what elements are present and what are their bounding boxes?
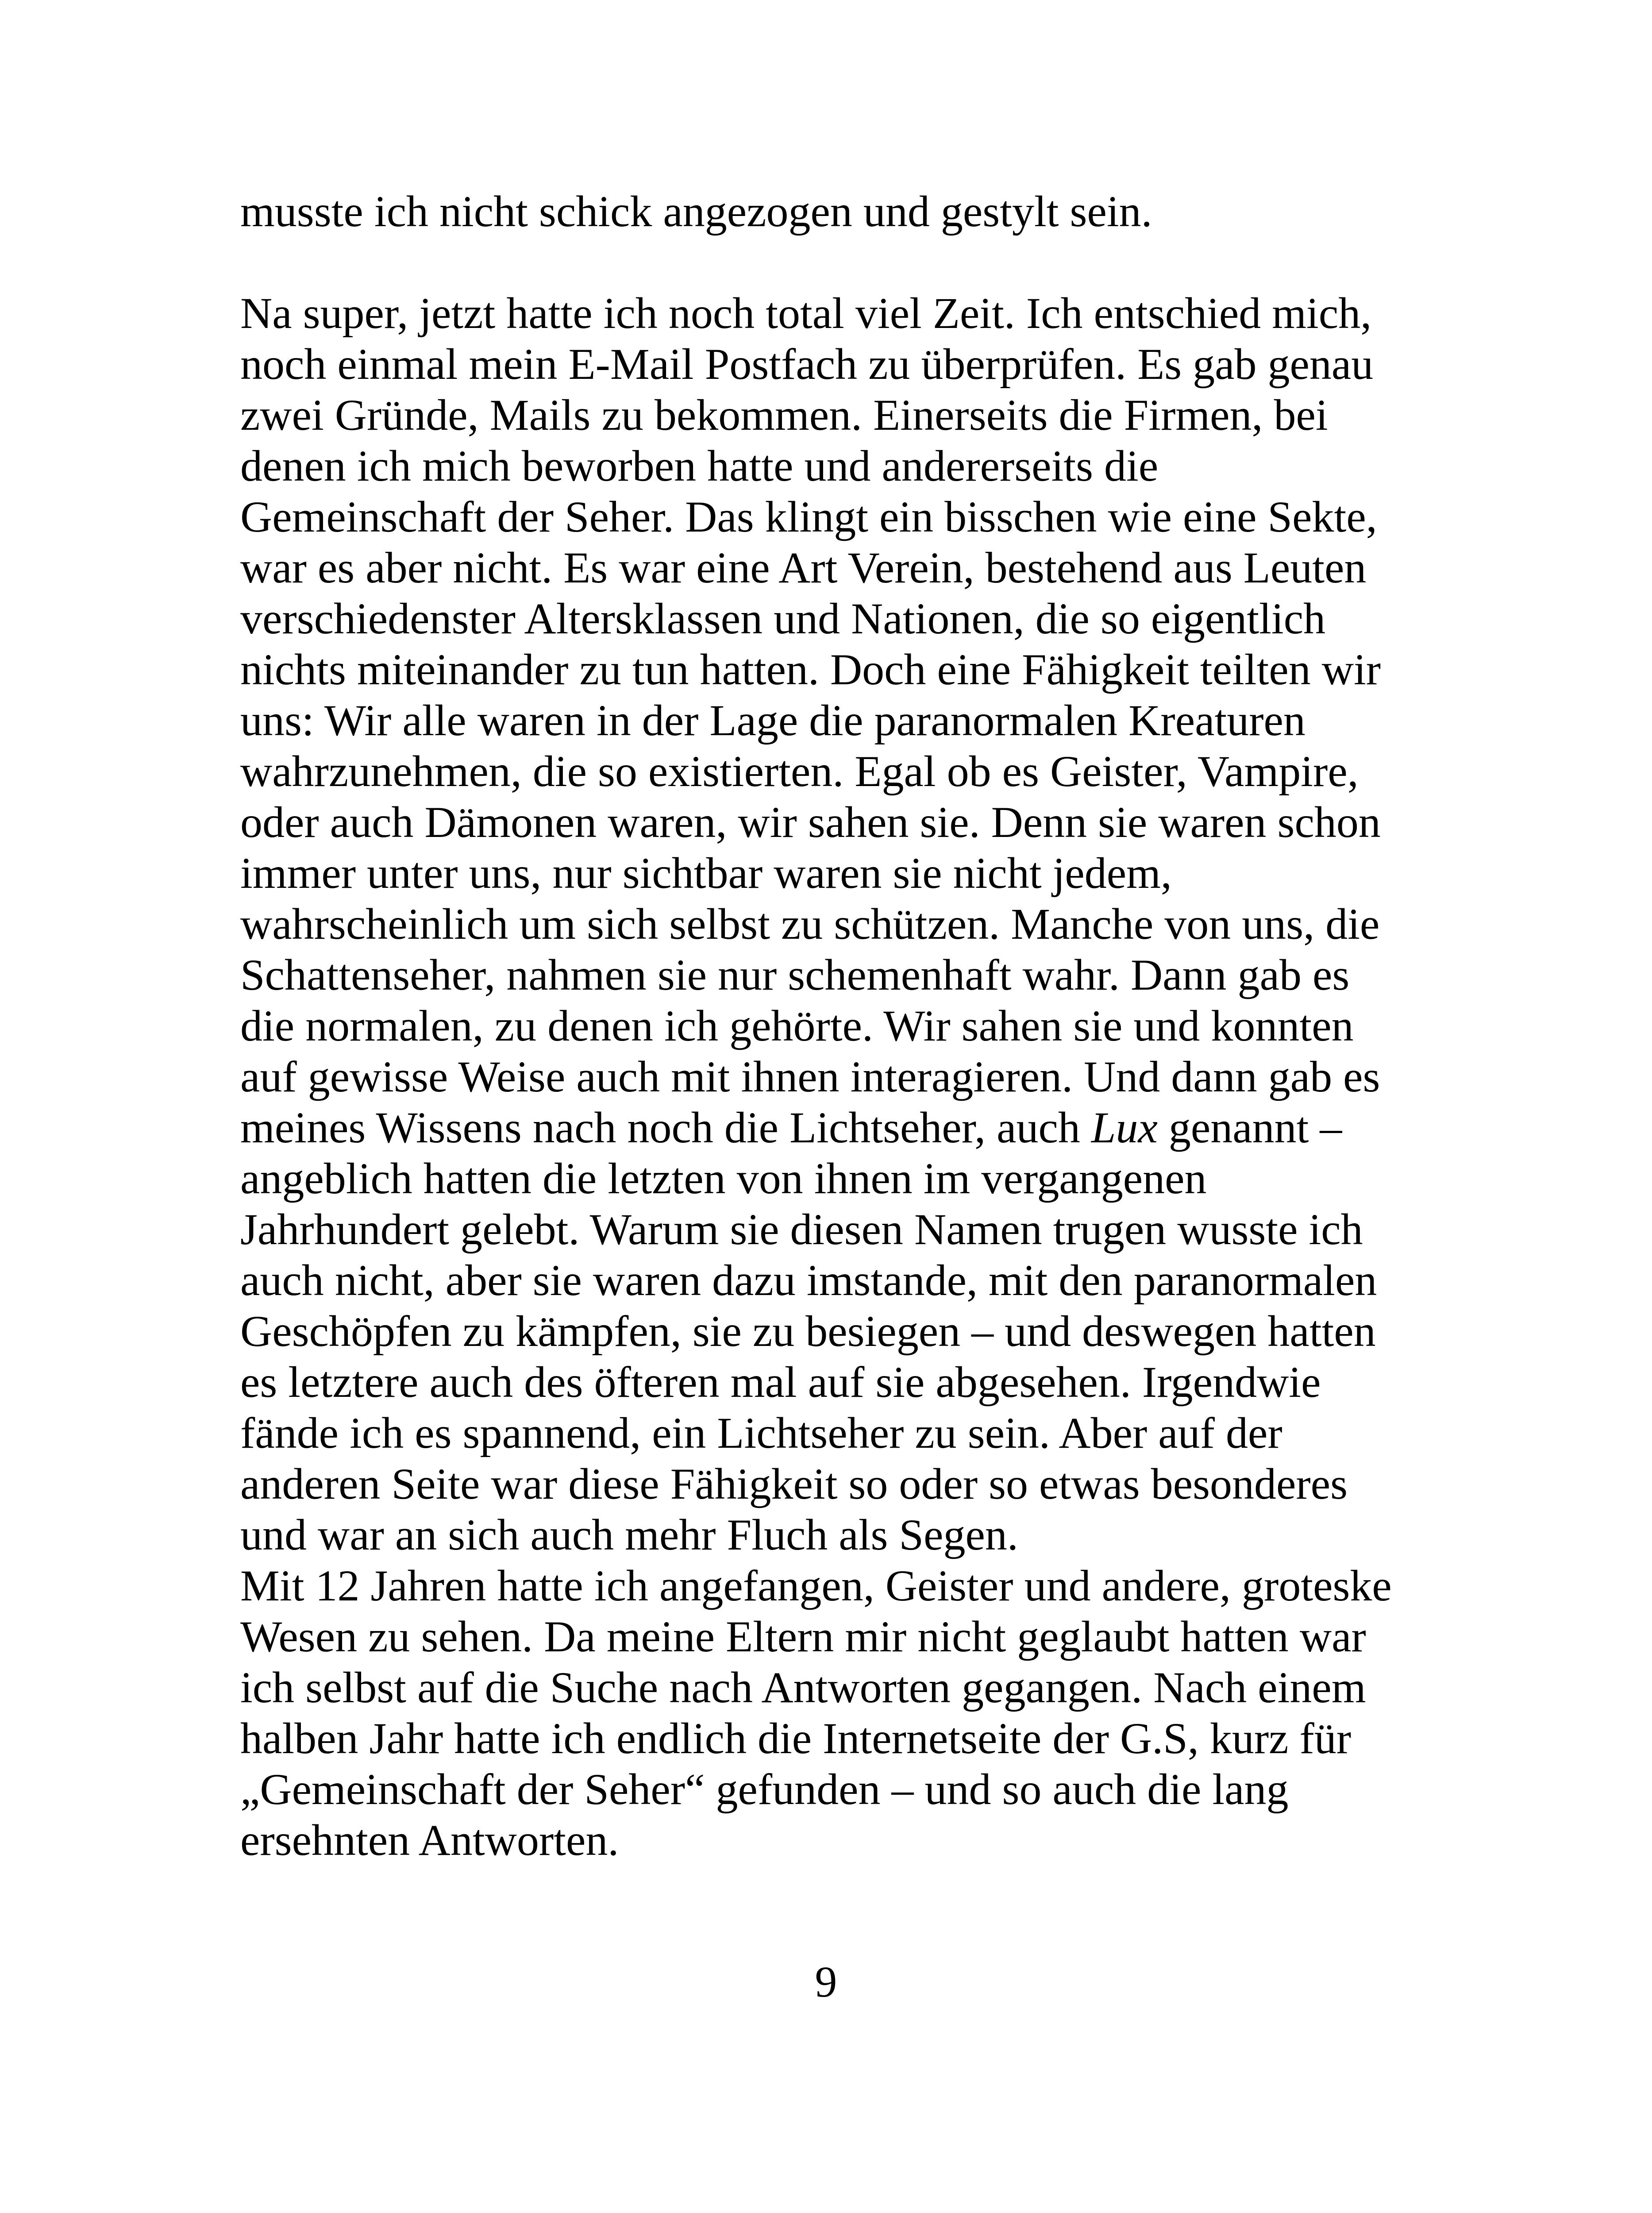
text-line: immer unter uns, nur sichtbar waren sie nicht jedem, [240,848,1172,898]
text-line: wahrzunehmen, die so existierten. Egal ob es Geister, Vampire, [240,747,1359,796]
text-line: noch einmal mein E-Mail Postfach zu überprüfen. Es gab genau [240,339,1374,389]
text-line: anderen Seite war diese Fähigkeit so oder so etwas besonderes [240,1459,1348,1508]
body-text [240,186,1435,1866]
text-line: Mit 12 Jahren hatte ich angefangen, Geister und andere, groteske [240,1561,1392,1610]
text-line: auf gewisse Weise auch mit ihnen interagieren. Und dann gab es [240,1052,1380,1101]
page-number: 9 [815,1957,837,2006]
text-line: auch nicht, aber sie waren dazu imstande, mit den paranormalen [240,1256,1377,1305]
text-line: ich selbst auf die Suche nach Antworten gegangen. Nach einem [240,1663,1366,1712]
lux-line-before: meines Wissens nach noch die Lichtseher, auch [240,1103,1091,1152]
text-line: nichts miteinander zu tun hatten. Doch eine Fähigkeit teilten wir [240,645,1381,694]
text-line: ersehnten Antworten. [240,1816,619,1865]
text-line: verschiedenster Altersklassen und Nationen, die so eigentlich [240,594,1326,643]
text-line: Gemeinschaft der Seher. Das klingt ein bisschen wie eine Sekte, [240,492,1377,541]
lux-italic-term: Lux [1091,1103,1158,1152]
text-line: die normalen, zu denen ich gehörte. Wir sahen sie und konnten [240,1001,1354,1050]
text-line: Na super, jetzt hatte ich noch total viel Zeit. Ich entschied mich, [240,289,1372,338]
text-line: musste ich nicht schick angezogen und gestylt sein. [240,187,1152,236]
lux-line-after: genannt – [1157,1103,1342,1152]
text-line: Geschöpfen zu kämpfen, sie zu besiegen – und deswegen hatten [240,1307,1376,1356]
text-line: oder auch Dämonen waren, wir sahen sie. Denn sie waren schon [240,798,1381,847]
text-line-lux [240,1102,1435,1153]
text-line: wahrscheinlich um sich selbst zu schützen. Manche von uns, die [240,899,1380,948]
text-line: halben Jahr hatte ich endlich die Internetseite der G.S, kurz für [240,1714,1352,1763]
text-line: fände ich es spannend, ein Lichtseher zu sein. Aber auf der [240,1408,1282,1457]
text-line: es letztere auch des öfteren mal auf sie abgesehen. Irgendwie [240,1357,1321,1407]
text-line: Schattenseher, nahmen sie nur schemenhaft wahr. Dann gab es [240,950,1350,999]
text-line: Wesen zu sehen. Da meine Eltern mir nicht geglaubt hatten war [240,1612,1366,1661]
text-line: zwei Gründe, Mails zu bekommen. Einerseits die Firmen, bei [240,390,1328,440]
text-line: uns: Wir alle waren in der Lage die paranormalen Kreaturen [240,696,1305,745]
paragraph-gap [240,237,1435,288]
text-line: angeblich hatten die letzten von ihnen im vergangenen [240,1154,1207,1203]
text-line: war es aber nicht. Es war eine Art Verein, bestehend aus Leuten [240,543,1367,592]
text-line: „Gemeinschaft der Seher“ gefunden – und so auch die lang [240,1765,1289,1814]
text-line: Jahrhundert gelebt. Warum sie diesen Namen trugen wusste ich [240,1205,1363,1254]
text-line: denen ich mich beworben hatte und andererseits die [240,441,1159,490]
text-line: und war an sich auch mehr Fluch als Segen. [240,1510,1018,1559]
